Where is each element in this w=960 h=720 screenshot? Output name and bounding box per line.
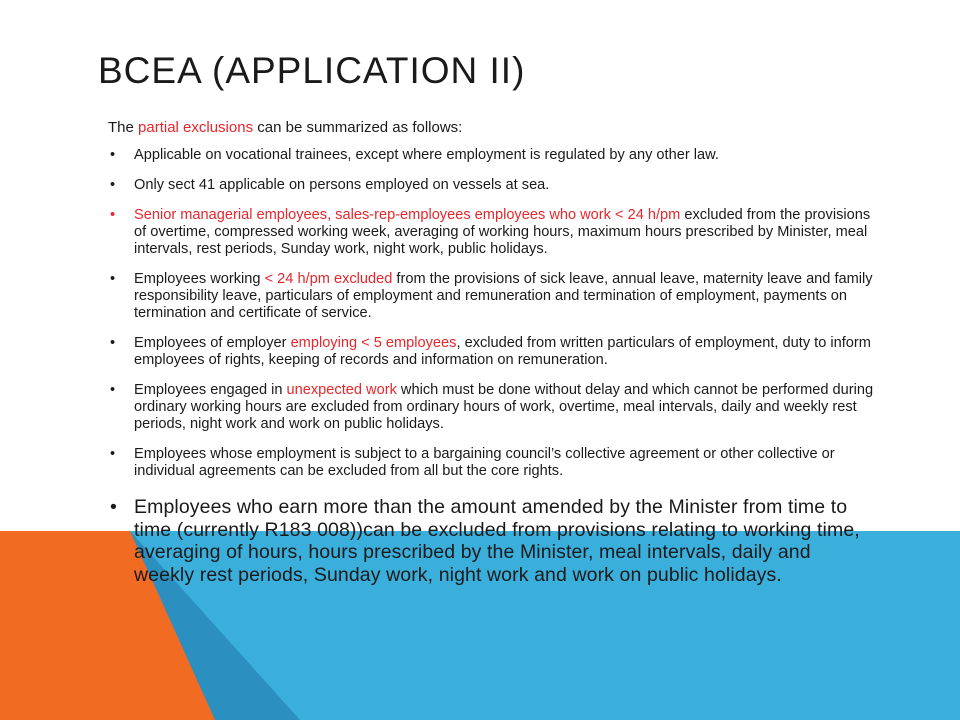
bullet-text: Employees who earn more than the amount amended by the Minister from time to time (currently R183 008))can be excluded from provisions relating to working time, averaging of hours, hours prescribed by the Minister, meal intervals, daily and weekly rest periods, Sunday work, night work and work on public holidays. <box>134 496 860 586</box>
bullet-text: Employees of employer <box>134 335 291 351</box>
bullet-text: Employees working <box>134 271 265 287</box>
bullet-text: excluded from the provisions of overtime, compressed working week, averaging of working hours, maximum hours prescribed by Minister, meal intervals, rest periods, Sunday work, night work, public holidays. <box>134 207 871 257</box>
bullet-item <box>110 147 880 164</box>
bullet-list <box>110 147 880 599</box>
intro-highlight: partial exclusions <box>138 119 254 136</box>
bullet-dot: • <box>110 496 117 518</box>
bullet-item <box>110 271 880 322</box>
bullet-text: Applicable on vocational trainees, except where employment is regulated by any other law. <box>134 147 719 163</box>
bullet-text: Employees whose employment is subject to a bargaining council’s collective agreement or other collective or individual agreements can be excluded from all but the core rights. <box>134 446 835 479</box>
bullet-dot: • <box>110 147 116 163</box>
intro-prefix: The <box>108 119 139 136</box>
bullet-dot: • <box>110 446 116 462</box>
bullet-text-highlight: employing < 5 employees <box>290 335 457 351</box>
bullet-text: Only sect 41 applicable on persons employed on vessels at sea. <box>134 177 550 193</box>
intro-suffix: can be summarized as follows: <box>253 119 463 136</box>
bullet-dot: • <box>110 177 116 193</box>
bullet-text-highlight: Senior managerial employees, sales-rep-employees employees who work < 24 h/pm <box>134 207 681 223</box>
slide-title: BCEA (APPLICATION II) <box>98 50 526 91</box>
bullet-text-highlight: < 24 h/pm excluded <box>264 271 393 287</box>
bullet-text: , excluded from written particulars of employment, duty to inform employees of rights, keeping of records and information on remuneration. <box>134 335 871 368</box>
bullet-text: from the provisions of sick leave, annual leave, maternity leave and family responsibility leave, particulars of employment and remuneration and termination of employment, payments on termination and certificate of service. <box>134 271 873 321</box>
bullet-text-highlight: unexpected work <box>286 382 397 398</box>
bullet-item <box>110 382 880 433</box>
bullet-dot: • <box>110 382 116 398</box>
bullet-dot: • <box>110 335 116 351</box>
bullet-dot: • <box>110 271 116 287</box>
bullet-item <box>110 335 880 369</box>
bullet-item <box>110 496 874 586</box>
bullet-text: Employees engaged in <box>134 382 287 398</box>
bullet-text: which must be done without delay and which cannot be performed during ordinary working hours are excluded from ordinary hours of work, overtime, meal intervals, daily and weekly rest periods, night work and work on public holidays. <box>134 382 874 432</box>
intro-text <box>108 119 462 137</box>
bullet-item <box>110 207 880 258</box>
bullet-item <box>110 446 880 480</box>
bullet-dot: • <box>110 207 116 223</box>
bullet-item <box>110 177 880 194</box>
